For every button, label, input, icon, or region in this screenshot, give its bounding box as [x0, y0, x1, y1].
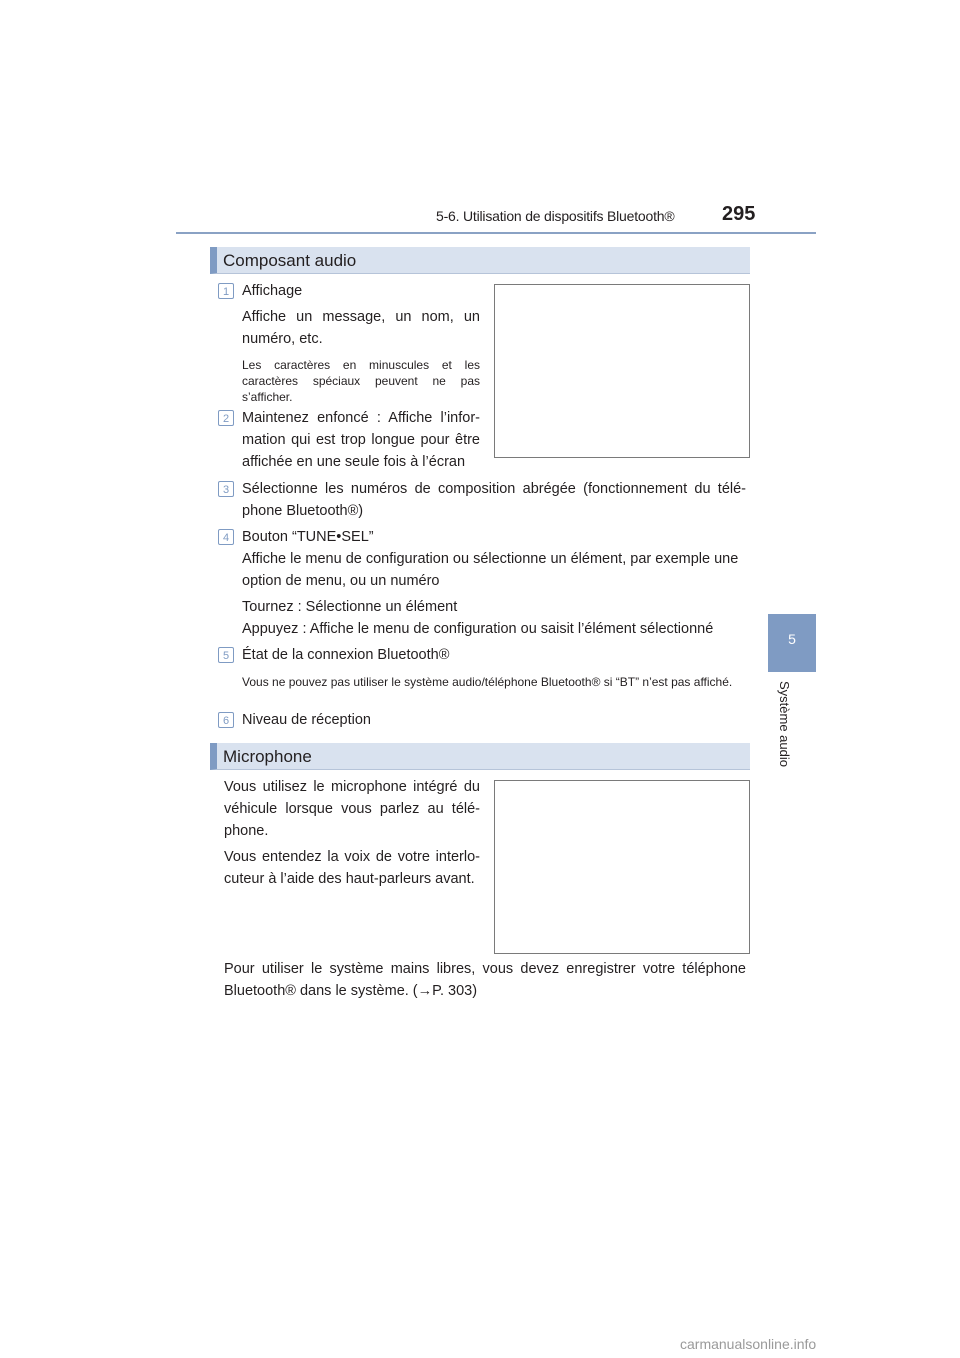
item-body: Affiche le menu de configuration ou sélectionne un élément, par exemple une option de menu, ou un numéro: [242, 551, 739, 589]
item-title: État de la connexion Bluetooth®: [242, 647, 450, 663]
running-header: 5-6. Utilisation de dispositifs Bluetooth®: [436, 208, 675, 224]
figure-audio-component: [494, 284, 750, 458]
microphone-paragraph-1: Vous utilisez le microphone intégré du véhicule lorsque vous parlez au télé-phone.: [224, 779, 480, 839]
item-title: Affichage: [242, 283, 303, 299]
chapter-tab: 5: [768, 614, 816, 672]
section-title: Microphone: [223, 747, 312, 766]
callout-number: 5: [218, 647, 234, 663]
callout-number: 4: [218, 529, 234, 545]
item-title: Sélectionne les numéros de composition abrégée (fonctionnement du télé-phone Bluetooth®): [242, 481, 746, 519]
microphone-paragraph-3: Pour utiliser le système mains libres, vous devez enregistrer votre téléphone Bluetooth® dans le système. (→P. 303): [224, 961, 746, 999]
item-turn: Tournez : Sélectionne un élément: [242, 599, 458, 615]
section-heading-audio: [210, 247, 750, 274]
item-body: Affiche un message, un nom, un numéro, etc.: [242, 309, 480, 347]
callout-number: 1: [218, 283, 234, 299]
callout-number: 6: [218, 712, 234, 728]
item-title: Maintenez enfoncé : Affiche l’infor-mation qui est trop longue pour être affichée en une seule fois à l’écran: [242, 410, 480, 470]
chapter-label: Système audio: [777, 681, 792, 767]
microphone-paragraph-2: Vous entendez la voix de votre interlo-cuteur à l’aide des haut-parleurs avant.: [224, 849, 480, 887]
callout-number: 3: [218, 481, 234, 497]
section-heading-microphone: [210, 743, 750, 770]
item-note: Vous ne pouvez pas utiliser le système audio/téléphone Bluetooth® si “BT” n’est pas affiché.: [242, 675, 733, 689]
item-note: Les caractères en minuscules et les caractères spéciaux peuvent ne pas s’afficher.: [242, 358, 480, 404]
item-title: Bouton “TUNE•SEL”: [242, 529, 374, 545]
item-title: Niveau de réception: [242, 712, 371, 728]
section-title: Composant audio: [223, 251, 357, 270]
callout-number: 2: [218, 410, 234, 426]
watermark: carmanualsonline.info: [680, 1336, 817, 1352]
header-divider: [176, 232, 816, 234]
page-number: 295: [722, 203, 756, 225]
figure-microphone: [494, 780, 750, 954]
item-press: Appuyez : Affiche le menu de configuration ou saisit l’élément sélectionné: [242, 621, 714, 637]
